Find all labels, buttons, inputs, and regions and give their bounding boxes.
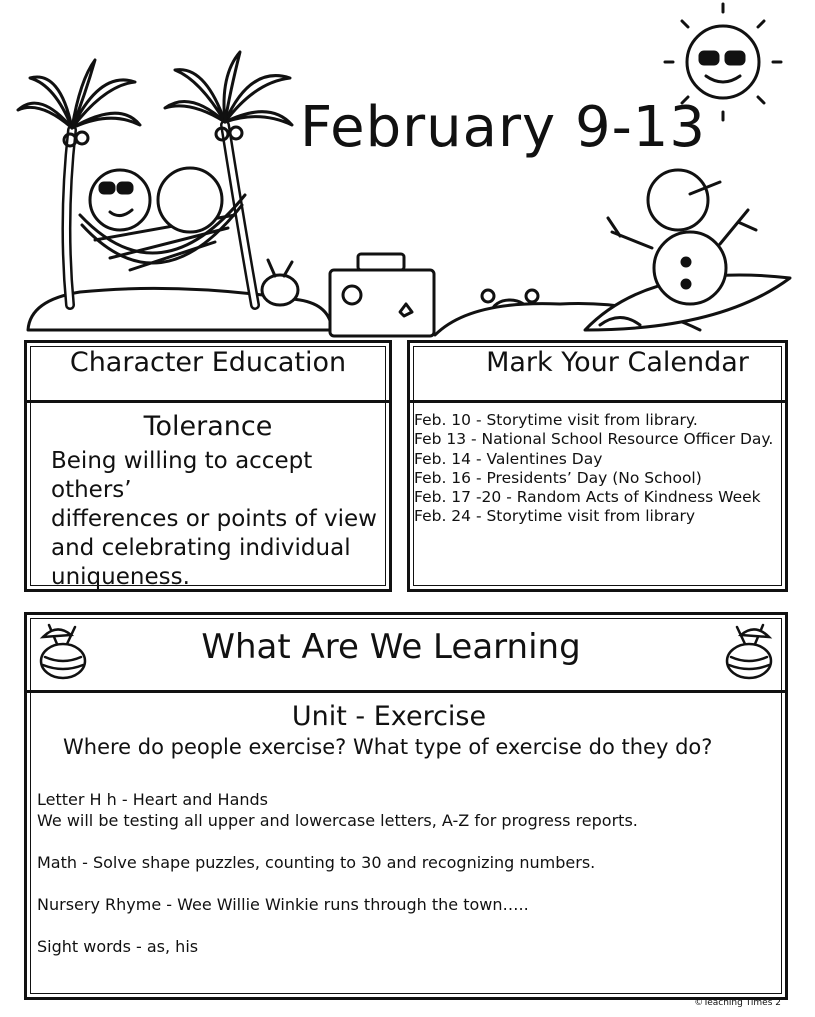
learning-line: Math - Solve shape puzzles, counting to 30 and recognizing numbers. — [37, 853, 596, 872]
learning-notes — [37, 789, 638, 957]
calendar-item: Feb. 10 - Storytime visit from library. — [414, 411, 698, 429]
trait-line: Being willing to accept others’ — [51, 448, 313, 503]
learning-line — [37, 831, 638, 852]
learning-line — [37, 873, 638, 894]
learning-line: Nursery Rhyme - Wee Willie Winkie runs through the town….. — [37, 895, 529, 914]
calendar-item: Feb. 16 - Presidents’ Day (No School) — [414, 468, 702, 487]
page-title: February 9-13 — [300, 95, 707, 160]
trait-line: and celebrating individual — [51, 535, 351, 561]
calendar-list — [414, 411, 786, 527]
beach-scene-illustration — [0, 0, 815, 345]
unit-title: Unit - Exercise — [291, 701, 487, 732]
snowman-surfboard-icon — [585, 170, 790, 330]
trait-line: differences or points of view — [51, 506, 377, 532]
character-education-header — [27, 343, 389, 403]
learning-header — [27, 615, 785, 693]
character-education-heading: Character Education — [69, 347, 347, 378]
calendar-item: Feb 13 - National School Resource Officer Day. — [414, 430, 774, 449]
coconut-drink-icon — [262, 260, 298, 305]
learning-heading: What Are We Learning — [201, 627, 581, 667]
character-education-panel — [24, 340, 392, 592]
trait-line: uniqueness. — [51, 564, 190, 590]
learning-line: We will be testing all upper and lowercase letters, A-Z for progress reports. — [37, 811, 638, 830]
learning-line — [37, 915, 638, 936]
learning-panel — [24, 612, 788, 1000]
calendar-heading: Mark Your Calendar — [486, 347, 749, 378]
learning-line: Sight words - as, his — [37, 937, 199, 956]
unit-question: Where do people exercise? What type of exercise do they do? — [63, 735, 713, 759]
coconut-drink-icon — [715, 619, 779, 683]
copyright-footer: ©Teaching Times 2 — [694, 998, 781, 1008]
calendar-item: Feb. 17 -20 - Random Acts of Kindness Week — [414, 488, 761, 507]
trait-description — [51, 447, 391, 592]
calendar-header — [410, 343, 785, 403]
learning-line: Letter H h - Heart and Hands — [37, 790, 269, 809]
calendar-panel — [407, 340, 788, 592]
calendar-item: Feb. 24 - Storytime visit from library — [414, 507, 696, 526]
trait-title: Tolerance — [143, 411, 273, 442]
suitcase-icon — [330, 254, 434, 336]
snowman-hammock-icon — [80, 168, 245, 270]
calendar-item: Feb. 14 - Valentines Day — [414, 449, 603, 468]
